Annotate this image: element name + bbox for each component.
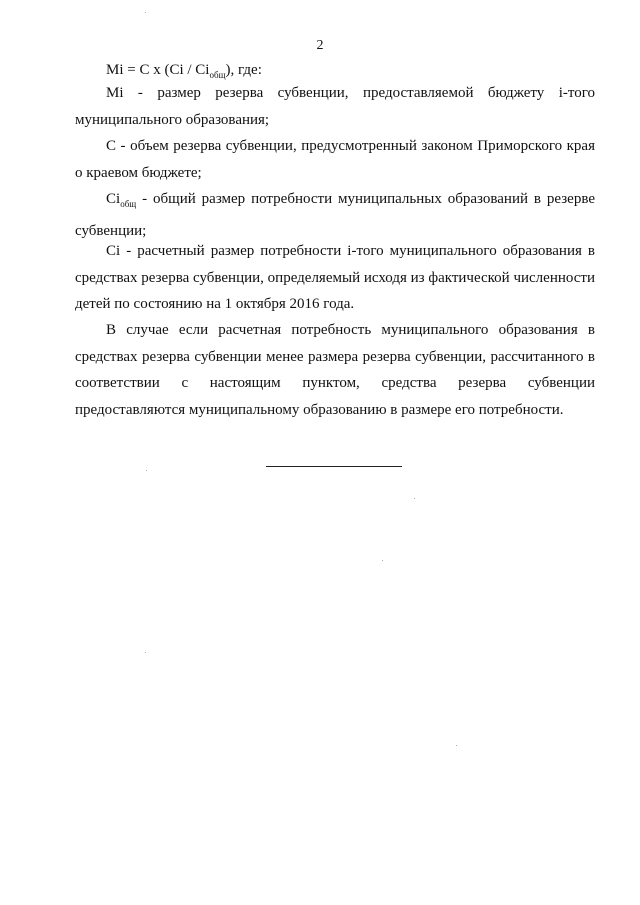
formula-tail: ), где: — [225, 62, 262, 78]
formula — [106, 62, 262, 80]
definition-ci-total — [75, 186, 595, 244]
formula-subscript: общ — [209, 70, 226, 80]
formula-lhs: Mi = C x (Ci / Ci — [106, 62, 210, 78]
ci-total-text: - общий размер потребности муниципальных образований в резерве субвенции; — [75, 191, 595, 239]
ci-total-subscript: общ — [120, 199, 137, 209]
scan-speck — [382, 560, 383, 561]
scan-speck — [146, 470, 147, 471]
closing-paragraph: В случае если расчетная потребность муниципального образования в средствах резерва субвенции менее размера резерва субвенции, рассчитанного в соответствии с настоящим пунктом, средства резерва субвенции предоставляются муниципальному образованию в размере его потребности. — [75, 322, 595, 418]
definition-mi: Mi - размер резерва субвенции, предоставляемой бюджету i-того муниципального образования; — [75, 85, 595, 128]
scan-speck — [414, 498, 415, 499]
scan-speck — [456, 745, 457, 746]
scan-speck — [145, 652, 146, 653]
scan-speck — [145, 12, 146, 13]
end-rule — [266, 466, 402, 467]
definition-ci: Ci - расчетный размер потребности i-того муниципального образования в средствах резерва субвенции, определяемый исходя из фактической численности детей по состоянию на 1 октября 2016 года. — [75, 243, 595, 312]
page-number: 2 — [316, 38, 324, 53]
ci-total-symbol: Ci — [106, 191, 121, 207]
definition-c: C - объем резерва субвенции, предусмотренный законом Приморского края о краевом бюджете; — [75, 138, 595, 181]
